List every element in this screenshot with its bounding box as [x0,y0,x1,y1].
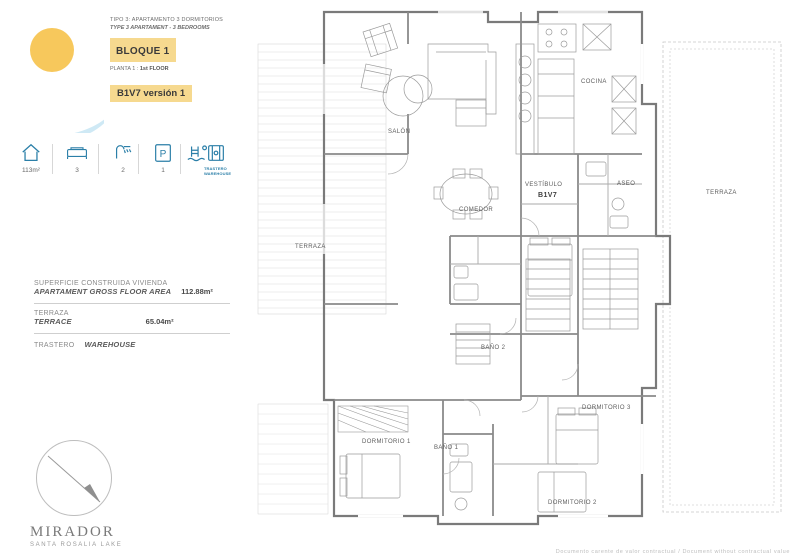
room-label-aseo: ASEO [617,181,636,187]
divider-areas-1 [34,303,230,304]
room-label-dormitorio-1: DORMITORIO 1 [362,439,411,445]
warehouse-area-label-es: TRASTERO [34,342,75,349]
feature-icon-strip [8,140,230,182]
warehouse-caption-es: TRASTERO [204,166,227,171]
plan-svg [238,4,794,544]
room-label-dormitorio-2: DORMITORIO 2 [548,500,597,506]
room-label-salon: SALÓN [388,129,411,135]
block-label: BLOQUE 1 [116,46,170,57]
room-label-bano-2: BAÑO 2 [481,345,506,351]
house-icon [8,140,54,166]
divider-3 [138,144,139,174]
compass-needle-icon [44,448,106,510]
room-label-dormitorio-3: DORMITORIO 3 [582,405,631,411]
room-label-unit-code: B1V7 [538,192,558,199]
disclaimer-footer: Documento carente de valor contractual / Document without contractual value [555,549,790,555]
type-label-en: TYPE 3 APARTAMENT - 3 BEDROOMS [110,25,210,31]
apartment-area-label-en: APARTAMENT GROSS FLOOR AREA [34,287,172,296]
area-row-apartment [34,280,234,296]
room-label-comedor: COMEDOR [459,207,494,213]
floor-label-es: PLANTA 1 : [110,66,139,72]
type-label-es: TIPO 3: APARTAMENTO 3 DORMITORIOS [110,17,224,23]
floor-label [110,65,230,73]
room-label-vestibulo: VESTÍBULO [525,182,563,188]
floor-plan-drawing [238,4,794,544]
area-row-terrace [34,310,234,326]
svg-text:P: P [159,149,167,161]
parking-caption: 1 [161,167,165,174]
apartment-area-label-es: SUPERFICIE CONSTRUIDA VIVIENDA [34,280,168,287]
divider-2 [98,144,99,174]
bedrooms-caption: 3 [75,167,79,174]
apartment-area-value: 112.88m² [181,287,213,296]
brand-name: MIRADOR [30,524,115,540]
areas-table [34,280,234,349]
block-badge [110,38,176,62]
unit-title-block [110,16,230,102]
floor-label-en: 1st FLOOR [139,66,169,72]
area-row-warehouse [34,340,234,349]
brand-logo [30,524,122,548]
terrace-area-label-es: TERRAZA [34,310,69,317]
room-label-cocina: COCINA [581,79,607,85]
house-caption: 113m² [22,167,40,174]
divider-areas-2 [34,333,230,334]
divider-1 [52,144,53,174]
warehouse-area-label-en: WAREHOUSE [84,340,136,349]
warehouse-caption-en: WAREHOUSE [204,171,232,176]
bathrooms-caption: 2 [121,167,125,174]
bed-icon [54,140,100,166]
compass-rose [36,440,112,516]
sun-waves-logo [8,8,104,133]
version-badge: B1V7 versión 1 [110,85,192,102]
room-label-terraza-left: TERRAZA [295,244,326,250]
brand-subtitle: SANTA ROSALIA LAKE [30,542,123,548]
room-label-terraza-right: TERRAZA [706,190,737,196]
room-label-bano-1: BAÑO 1 [434,445,459,451]
terrace-area-label-en: TERRACE [34,317,72,326]
feature-bedrooms [54,140,100,174]
terrace-area-value: 65.04m² [145,317,174,326]
feature-area [8,140,54,174]
info-panel [0,0,235,560]
